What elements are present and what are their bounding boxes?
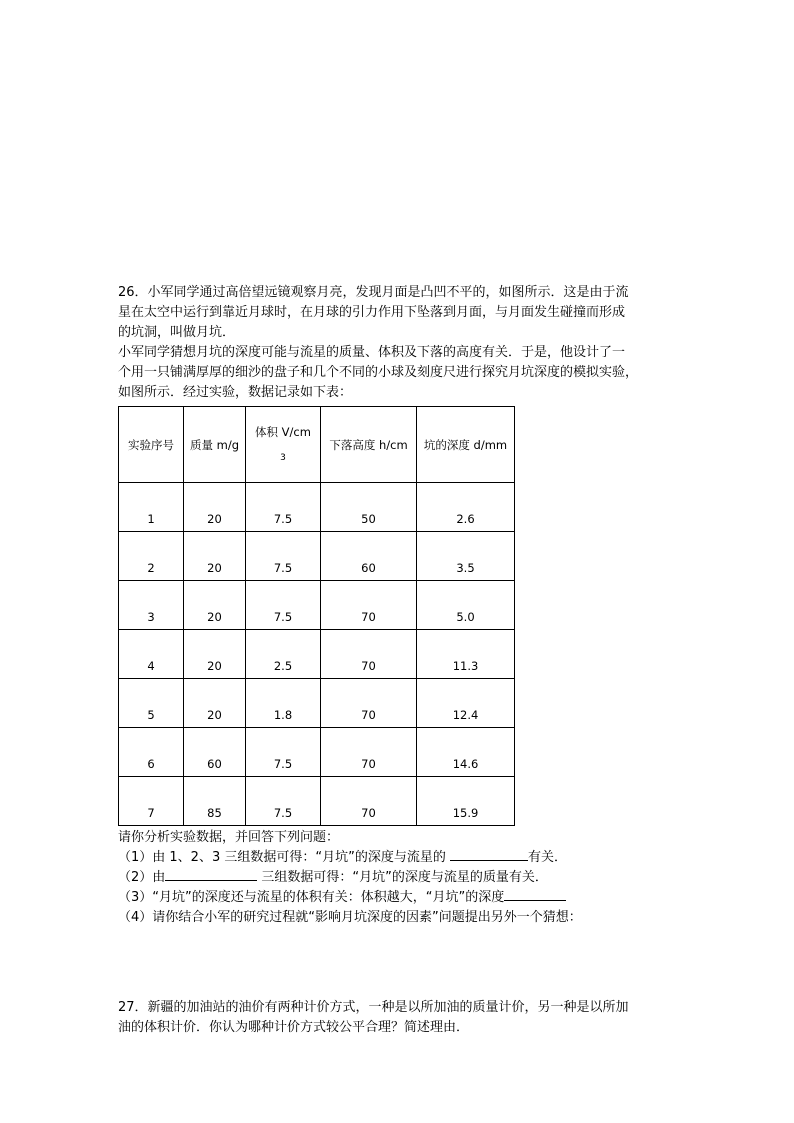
table-cell: 2.6 <box>417 483 515 532</box>
table-cell: 20 <box>184 532 246 581</box>
table-cell: 20 <box>184 679 246 728</box>
table-cell: 70 <box>321 630 417 679</box>
table-cell: 5.0 <box>417 581 515 630</box>
table-cell: 20 <box>184 630 246 679</box>
subquestion-3 <box>118 888 718 908</box>
table-cell: 2 <box>119 532 184 581</box>
intro-line: 如图所示．经过实验，数据记录如下表： <box>118 385 353 400</box>
intro-line: 星在太空中运行到靠近月球时，在月球的引力作用下坠落到月面，与月面发生碰撞而形成 <box>118 305 626 320</box>
table-cell: 3.5 <box>417 532 515 581</box>
subquestion-2 <box>118 868 718 888</box>
table-cell: 70 <box>321 679 417 728</box>
table-cell: 11.3 <box>417 630 515 679</box>
q2-text: （2）由 <box>118 870 166 885</box>
table-header-row <box>119 407 515 483</box>
table-cell: 70 <box>321 581 417 630</box>
table-cell: 7.5 <box>246 728 321 777</box>
intro-line: 个用一只铺满厚厚的细沙的盘子和几个不同的小球及刻度尺进行探究月坑深度的模拟实验， <box>118 365 639 380</box>
subquestion-4: （4）请你结合小军的研究过程就“影响月坑深度的因素”问题提出另外一个猜想： <box>118 910 582 925</box>
q1-text-end: 有关． <box>527 850 567 865</box>
q27-line: 27．新疆的加油站的油价有两种计价方式，一种是以所加油的质量计价，另一种是以所加 <box>118 1000 629 1015</box>
q27-line: 油的体积计价．你认为哪种计价方式较公平合理？简述理由． <box>118 1020 470 1035</box>
table-cell: 7.5 <box>246 581 321 630</box>
table-cell: 2.5 <box>246 630 321 679</box>
table-row <box>119 581 515 630</box>
table-cell: 70 <box>321 777 417 826</box>
table-row <box>119 679 515 728</box>
table-cell: 1.8 <box>246 679 321 728</box>
table-cell: 3 <box>119 581 184 630</box>
q2-text-end: 三组数据可得：“月坑”的深度与流星的质量有关． <box>257 870 548 885</box>
q1-text: （1）由 1、2、3 三组数据可得：“月坑”的深度与流星的 <box>118 850 450 865</box>
prompt: 请你分析实验数据，并回答下列问题： <box>118 830 340 845</box>
table-cell: 60 <box>184 728 246 777</box>
answer-blank-3[interactable] <box>504 888 566 901</box>
table-cell: 85 <box>184 777 246 826</box>
header-cell: 质量 m/g <box>184 407 246 483</box>
header-cell: 实验序号 <box>119 407 184 483</box>
table-row <box>119 777 515 826</box>
table-cell: 20 <box>184 483 246 532</box>
table-cell: 4 <box>119 630 184 679</box>
table-cell: 50 <box>321 483 417 532</box>
table-cell: 70 <box>321 728 417 777</box>
intro-line: 小军同学猜想月坑的深度可能与流星的质量、体积及下落的高度有关．于是，他设计了一 <box>118 345 626 360</box>
header-cell: 下落高度 h/cm <box>321 407 417 483</box>
intro-line: 26．小军同学通过高倍望远镜观察月亮，发现月面是凸凹不平的，如图所示．这是由于流 <box>118 285 629 300</box>
q3-text: （3）“月坑”的深度还与流星的体积有关：体积越大，“月坑”的深度 <box>118 890 505 905</box>
table-row <box>119 483 515 532</box>
table-cell: 1 <box>119 483 184 532</box>
answer-blank-2[interactable] <box>165 868 257 881</box>
table-cell: 6 <box>119 728 184 777</box>
table-cell: 7.5 <box>246 483 321 532</box>
table-cell: 7 <box>119 777 184 826</box>
volume-exponent: 3 <box>280 452 286 463</box>
question-26-subquestions <box>118 828 718 928</box>
table-row <box>119 728 515 777</box>
table-cell: 15.9 <box>417 777 515 826</box>
table-cell: 14.6 <box>417 728 515 777</box>
table-cell: 20 <box>184 581 246 630</box>
volume-header-text: 体积 V/cm <box>255 424 311 439</box>
table-row <box>119 532 515 581</box>
table-cell: 7.5 <box>246 777 321 826</box>
question-27 <box>118 998 718 1038</box>
experiment-data-table <box>118 406 515 826</box>
answer-blank-1[interactable] <box>450 848 528 861</box>
table-cell: 60 <box>321 532 417 581</box>
content-column <box>118 283 718 1038</box>
question-26-intro <box>118 283 718 403</box>
header-cell: 坑的深度 d/mm <box>417 407 515 483</box>
header-cell <box>246 407 321 483</box>
table-cell: 7.5 <box>246 532 321 581</box>
subquestion-1 <box>118 848 718 868</box>
table-cell: 5 <box>119 679 184 728</box>
table-cell: 12.4 <box>417 679 515 728</box>
intro-line: 的坑洞，叫做月坑． <box>118 325 236 340</box>
table-row <box>119 630 515 679</box>
